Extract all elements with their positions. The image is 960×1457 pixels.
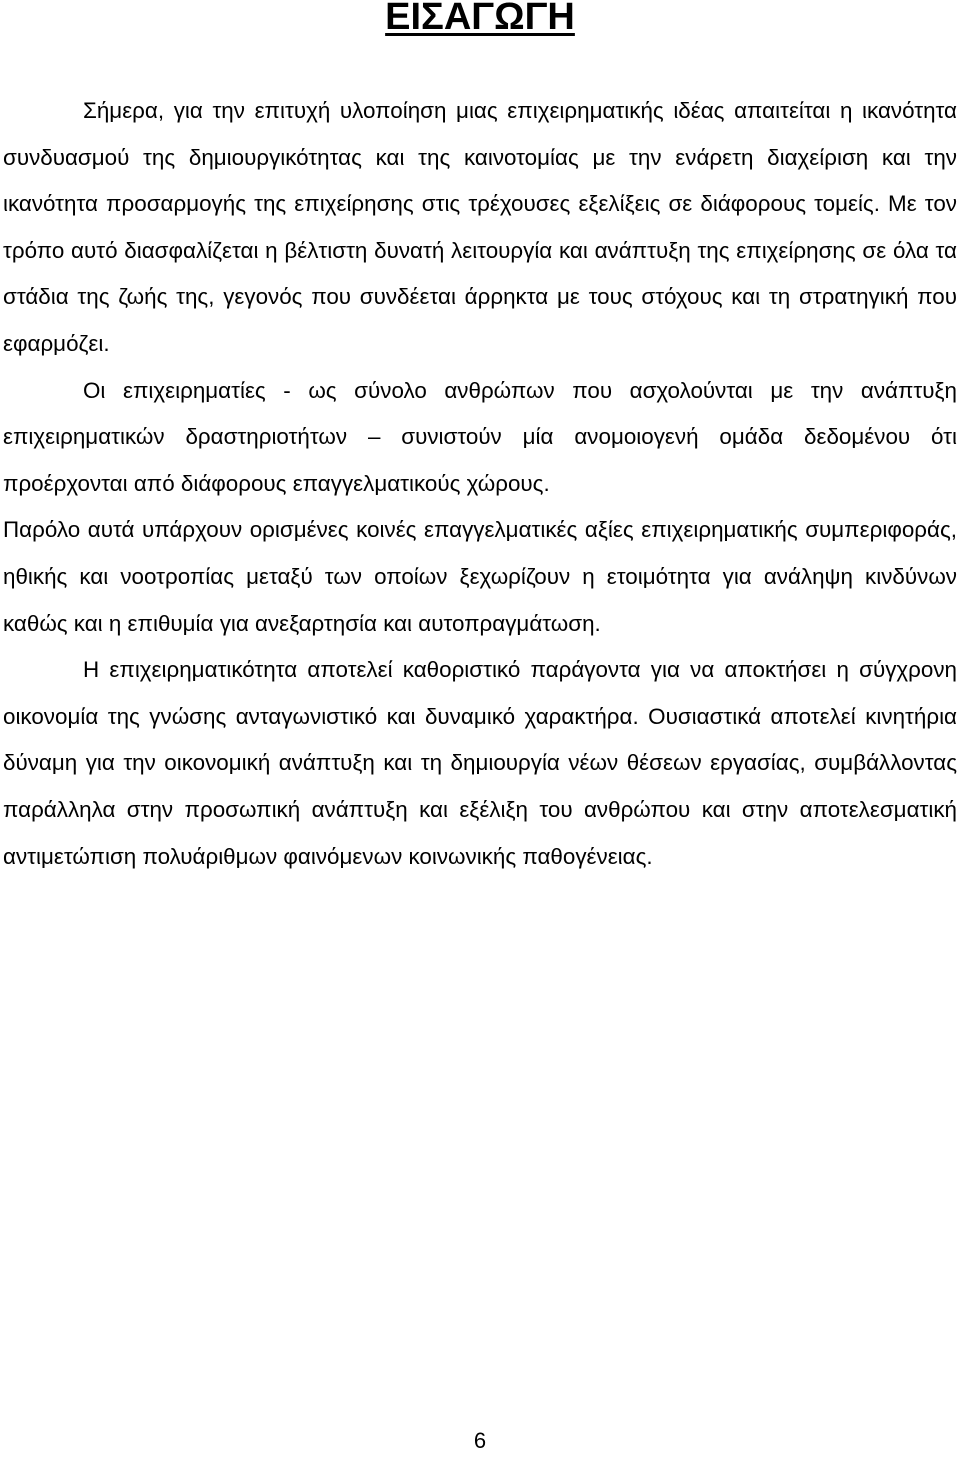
page-title (0, 0, 960, 40)
paragraph-intro: Σήμερα, για την επιτυχή υλοποίηση μιας επιχειρηματικής ιδέας απαιτείται η ικανότητα συνδυασμού της δημιουργικότητας και της καινοτομίας με την ενάρετη διαχείριση και την ικανότητα προσαρμογής της επιχείρησης στις τρέχουσες εξελίξεις σε διάφορους τομείς. Με τον τρόπο αυτό διασφαλίζεται η βέλτιστη δυνατή λειτουργία και ανάπτυξη της επιχείρησης σε όλα τα στάδια της ζωής της, γεγονός που συνδέεται άρρηκτα με τους στόχους και τη στρατηγική που εφαρμόζει. (3, 98, 957, 356)
document-body (3, 88, 957, 880)
page-number: 6 (473, 1428, 487, 1453)
paragraph-entrepreneurship: Η επιχειρηματικότητα αποτελεί καθοριστικό παράγοντα για να αποκτήσει η σύγχρονη οικονομία της γνώσης ανταγωνιστικό και δυναμικό χαρακτήρα. Ουσιαστικά αποτελεί κινητήρια δύναμη για την οικονομική ανάπτυξη και τη δημιουργία νέων θέσεων εργασίας, συμβάλλοντας παράλληλα στην προσωπική ανάπτυξη και εξέλιξη του ανθρώπου και στην αποτελεσματική αντιμετώπιση πολυάριθμων φαινόμενων κοινωνικής παθογένειας. (3, 657, 957, 869)
page-title-text: ΕΙΣΑΓΩΓΗ (385, 0, 575, 38)
paragraph-values: Παρόλο αυτά υπάρχουν ορισμένες κοινές επαγγελματικές αξίες επιχειρηματικής συμπεριφοράς, ηθικής και νοοτροπίας μεταξύ των οποίων ξεχωρίζουν η ετοιμότητα για ανάληψη κινδύνων καθώς και η επιθυμία για ανεξαρτησία και αυτοπραγμάτωση. (3, 517, 957, 636)
paragraph-entrepreneurs: Οι επιχειρηματίες - ως σύνολο ανθρώπων που ασχολούνται με την ανάπτυξη επιχειρηματικών δραστηριοτήτων – συνιστούν μία ανομοιογενή ομάδα δεδομένου ότι προέρχονται από διάφορους επαγγελματικούς χώρους. (3, 377, 957, 496)
